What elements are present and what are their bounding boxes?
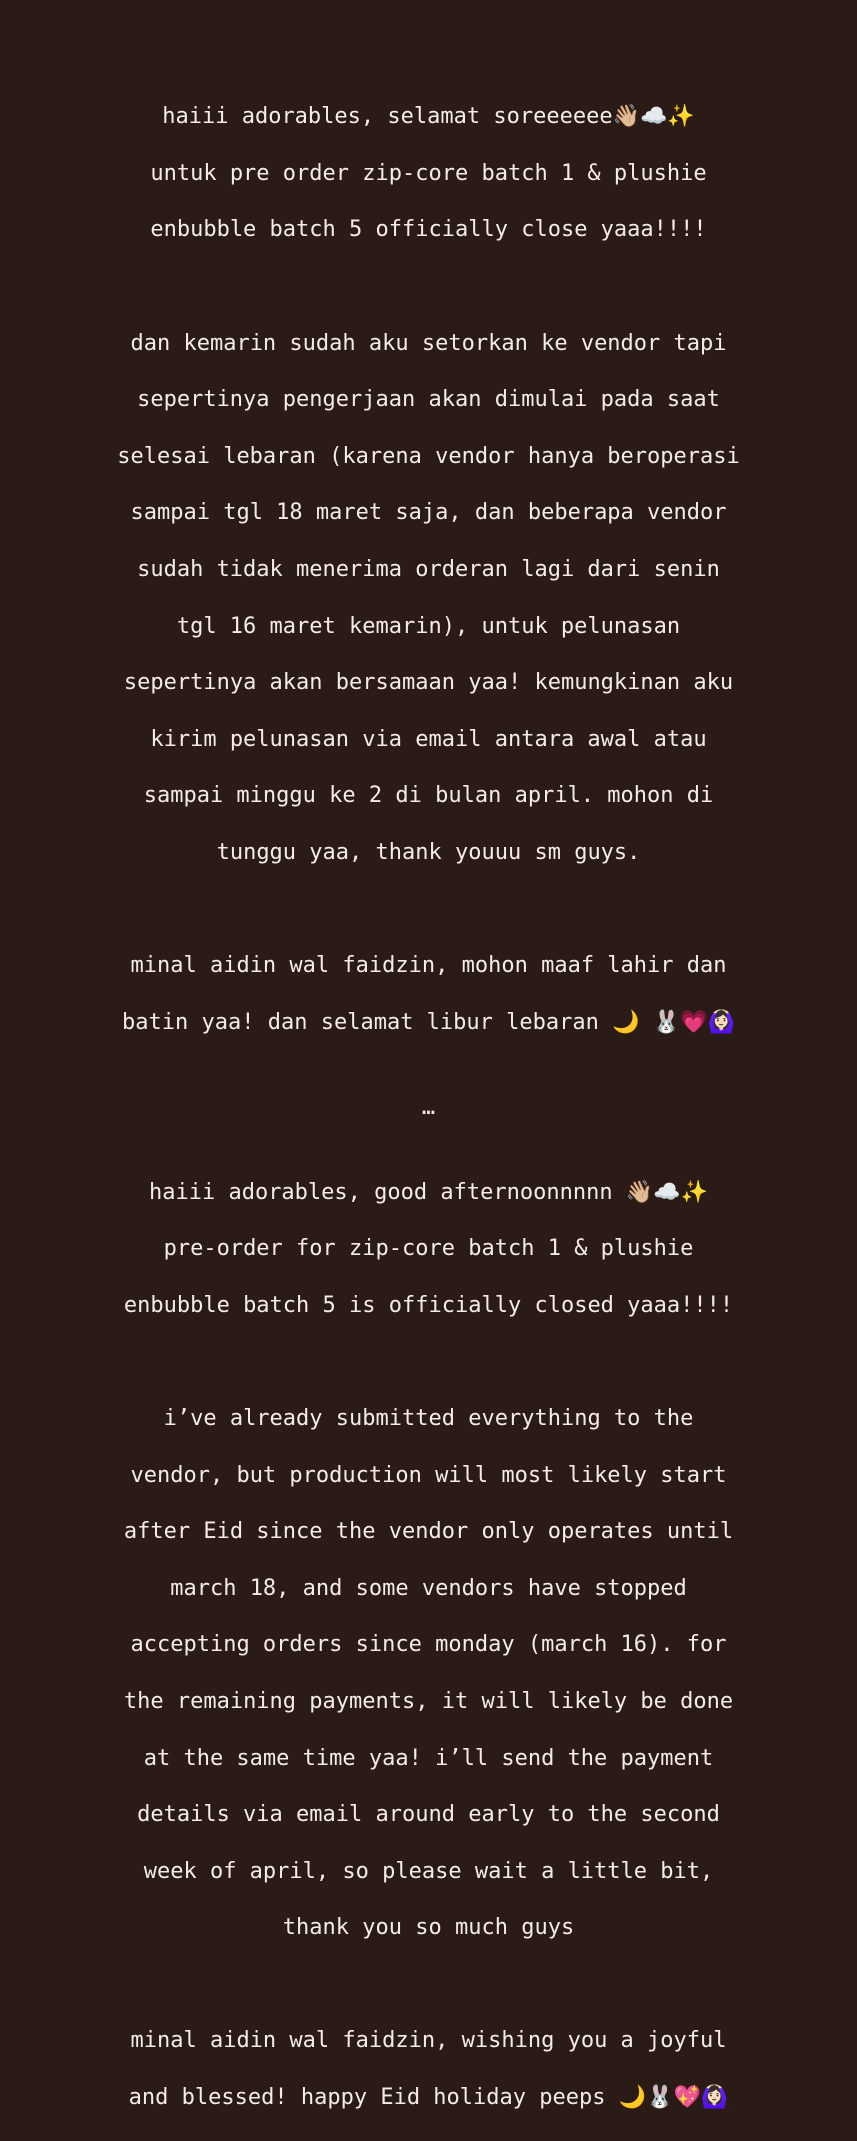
indonesian-update	[0, 301, 857, 895]
text-line: selesai lebaran (karena vendor hanya beroperasi	[117, 443, 740, 469]
text-line: tgl 16 maret kemarin), untuk pelunasan	[176, 613, 681, 639]
text-line: at the same time yaa! i’ll send the payment	[143, 1745, 714, 1771]
text-line: batin yaa! dan selamat libur lebaran 🌙 🐰💗🙆🏻‍♀️	[122, 1009, 735, 1035]
text-line: and blessed! happy Eid holiday peeps 🌙🐰💖🙆🏻‍♀️	[128, 2085, 729, 2111]
text-line: sepertinya akan bersamaan yaa! kemungkinan aku	[123, 670, 734, 696]
text-line: pre-order for zip-core batch 1 & plushie	[163, 1236, 694, 1262]
text-line: sudah tidak menerima orderan lagi dari senin	[137, 557, 720, 583]
text-line: enbubble batch 5 is officially closed yaaa!!!!	[123, 1292, 734, 1318]
text-line: vendor, but production will most likely start	[130, 1462, 727, 1488]
text-line: week of april, so please wait a little bit,	[143, 1858, 714, 1884]
indonesian-greeting	[0, 75, 857, 273]
text-line: kirim pelunasan via email antara awal atau	[150, 726, 707, 752]
indonesian-closing	[0, 924, 857, 1065]
ellipsis-separator: …	[421, 1094, 436, 1120]
text-line: sepertinya pengerjaan akan dimulai pada saat	[137, 387, 720, 413]
text-line: details via email around early to the second	[137, 1802, 720, 1828]
text-line: minal aidin wal faidzin, wishing you a joyful	[130, 2028, 727, 2054]
text-line: untuk pre order zip-core batch 1 & plushie	[150, 160, 707, 186]
english-update	[0, 1377, 857, 1971]
text-line: sampai minggu ke 2 di bulan april. mohon di	[143, 783, 714, 809]
text-line: enbubble batch 5 officially close yaaa!!!!	[150, 217, 707, 243]
text-line: thank you so much guys	[282, 1915, 575, 1941]
text-line: haiii adorables, selamat soreeeeee👋🏼☁️✨	[162, 104, 695, 130]
text-line: the remaining payments, it will likely be done	[123, 1688, 734, 1714]
text-line: haiii adorables, good afternoonnnnn 👋🏼☁️✨	[148, 1179, 708, 1205]
text-line: dan kemarin sudah aku setorkan ke vendor tapi	[130, 330, 727, 356]
english-closing	[0, 1999, 857, 2140]
text-line: sampai tgl 18 maret saja, dan beberapa vendor	[130, 500, 727, 526]
text-line: after Eid since the vendor only operates until	[123, 1519, 734, 1545]
english-greeting	[0, 1150, 857, 1348]
text-line: march 18, and some vendors have stopped	[170, 1575, 687, 1601]
text-line: i’ve already submitted everything to the	[163, 1405, 694, 1431]
text-line: accepting orders since monday (march 16). for	[130, 1632, 727, 1658]
text-line: minal aidin wal faidzin, mohon maaf lahir dan	[130, 953, 727, 979]
text-line: tunggu yaa, thank youuu sm guys.	[216, 840, 641, 866]
